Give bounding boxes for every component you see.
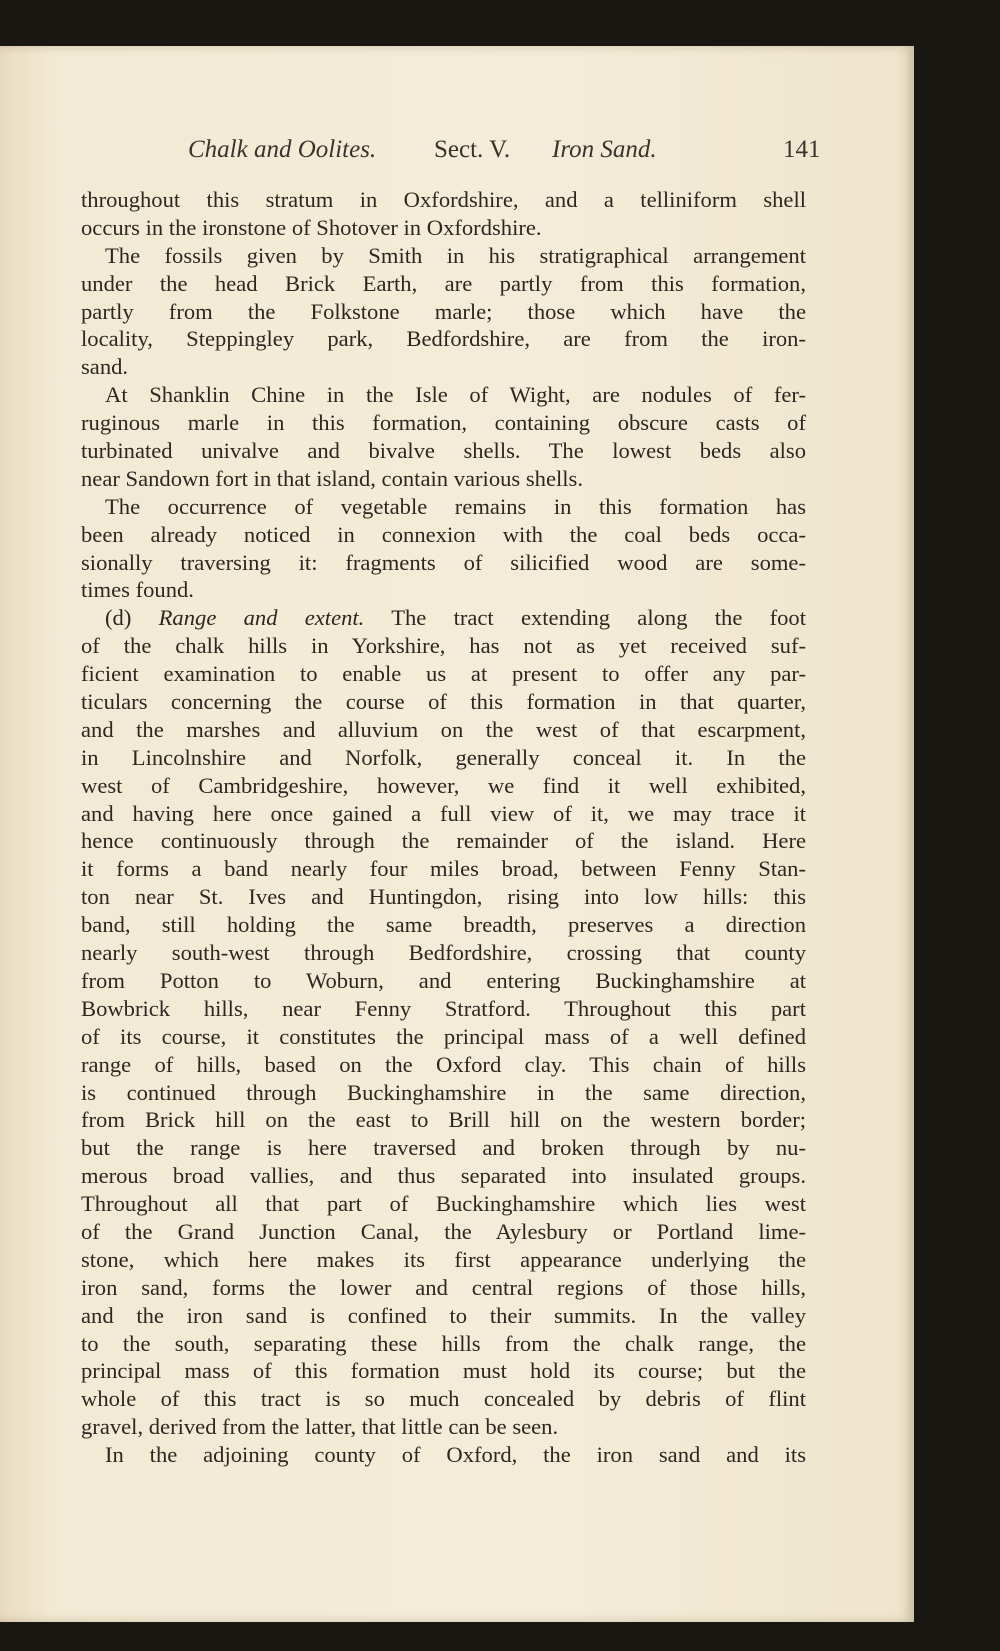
line-text: from Brick hill on the east to Brill hill on the western border; [81, 1107, 806, 1133]
text-line [81, 465, 806, 493]
text-line [81, 186, 806, 214]
text-line [81, 214, 806, 242]
text-line [81, 911, 806, 939]
line-text: The fossils given by Smith in his stratigraphical arrangement [105, 242, 806, 268]
text-line [81, 688, 806, 716]
line-text: band, still holding the same breadth, preserves a direction [81, 912, 806, 938]
line-text: times found. [81, 577, 194, 603]
text-line [81, 1051, 806, 1079]
text-line [81, 1274, 806, 1302]
line-text: of the chalk hills in Yorkshire, has not as yet received suf- [81, 633, 806, 659]
text-line [81, 1162, 806, 1190]
text-line [81, 883, 806, 911]
text-line [81, 1441, 806, 1469]
text-line [81, 576, 806, 604]
text-line [81, 1134, 806, 1162]
line-text: Bowbrick hills, near Fenny Stratford. Throughout this part [81, 995, 806, 1021]
line-text: ficient examination to enable us at present to offer any par- [81, 661, 806, 687]
line-text: nearly south-west through Bedfordshire, crossing that county [81, 940, 806, 966]
line-text: occurs in the ironstone of Shotover in Oxfordshire. [81, 214, 542, 240]
text-line [81, 353, 806, 381]
line-text: sionally traversing it: fragments of silicified wood are some- [81, 549, 806, 575]
line-text: in Lincolnshire and Norfolk, generally conceal it. In the [81, 744, 806, 770]
text-line [81, 1023, 806, 1051]
line-text: to the south, separating these hills from the chalk range, the [81, 1330, 806, 1356]
line-text: been already noticed in connexion with the coal beds occa- [81, 521, 806, 547]
text-line [81, 604, 806, 632]
line-text: ton near St. Ives and Huntingdon, rising into low hills: this [81, 884, 806, 910]
line-text: The tract extending along the foot [391, 605, 807, 631]
header-section: Sect. V. [434, 136, 511, 163]
line-text: but the range is here traversed and broken through by nu- [81, 1135, 806, 1161]
text-line [81, 1413, 806, 1441]
text-line [81, 270, 806, 298]
header-chapter: Chalk and Oolites. [188, 136, 377, 163]
line-text: Throughout all that part of Buckinghamshire which lies west [81, 1191, 806, 1217]
text-line [81, 1190, 806, 1218]
subsection-title: Range and extent. [158, 605, 365, 631]
line-text: west of Cambridgeshire, however, we find it well exhibited, [81, 772, 806, 798]
text-line [81, 1357, 806, 1385]
line-text: hence continuously through the remainder of the island. Here [81, 828, 806, 854]
line-text: whole of this tract is so much concealed by debris of flint [81, 1386, 806, 1412]
line-text: it forms a band nearly four miles broad, between Fenny Stan- [81, 856, 806, 882]
text-line [81, 325, 806, 353]
line-text: range of hills, based on the Oxford clay. This chain of hills [81, 1051, 806, 1077]
text-line [81, 716, 806, 744]
text-line [81, 995, 806, 1023]
line-text: under the head Brick Earth, are partly from this formation, [81, 270, 806, 296]
text-line [81, 632, 806, 660]
subsection-label: (d) [105, 605, 132, 631]
line-text: from Potton to Woburn, and entering Buckinghamshire at [81, 967, 806, 993]
text-line [81, 437, 806, 465]
line-text: and the iron sand is confined to their summits. In the valley [81, 1302, 806, 1328]
line-text: throughout this stratum in Oxfordshire, and a telliniform shell [81, 187, 806, 212]
line-text: The occurrence of vegetable remains in this formation has [105, 493, 806, 519]
line-text: stone, which here makes its first appearance underlying the [81, 1246, 806, 1272]
text-line [81, 493, 806, 521]
line-text: ruginous marle in this formation, containing obscure casts of [81, 410, 806, 436]
text-line [81, 298, 806, 326]
line-text: of its course, it constitutes the principal mass of a well defined [81, 1023, 806, 1049]
text-line [81, 939, 806, 967]
text-line [81, 1246, 806, 1274]
text-line [81, 521, 806, 549]
line-text: gravel, derived from the latter, that little can be seen. [81, 1414, 559, 1440]
text-line [81, 549, 806, 577]
text-line [81, 1302, 806, 1330]
line-text: sand. [81, 354, 129, 380]
text-line [81, 660, 806, 688]
text-line [81, 381, 806, 409]
text-line [81, 1330, 806, 1358]
line-text: and the marshes and alluvium on the west of that escarpment, [81, 716, 806, 742]
text-line [81, 744, 806, 772]
header-topic: Iron Sand. [552, 136, 657, 163]
line-text: merous broad vallies, and thus separated into insulated groups. [81, 1163, 806, 1189]
line-text: and having here once gained a full view of it, we may trace it [81, 800, 806, 826]
running-header [188, 136, 821, 170]
line-text: is continued through Buckinghamshire in the same direction, [81, 1079, 806, 1105]
line-text: iron sand, forms the lower and central regions of those hills, [81, 1274, 806, 1300]
text-line [81, 1079, 806, 1107]
page-number: 141 [783, 136, 821, 163]
text-line [81, 1218, 806, 1246]
text-line [81, 1385, 806, 1413]
line-text: of the Grand Junction Canal, the Aylesbury or Portland lime- [81, 1218, 806, 1244]
line-text: principal mass of this formation must hold its course; but the [81, 1358, 806, 1384]
body-text [81, 186, 806, 1469]
line-text: ticulars concerning the course of this formation in that quarter, [81, 689, 806, 715]
text-line [81, 772, 806, 800]
text-line [81, 1106, 806, 1134]
text-line [81, 800, 806, 828]
text-line [81, 967, 806, 995]
text-line [81, 409, 806, 437]
text-line [81, 855, 806, 883]
line-text: near Sandown fort in that island, contain various shells. [81, 465, 583, 491]
line-text: partly from the Folkstone marle; those which have the [81, 298, 806, 324]
line-text: locality, Steppingley park, Bedfordshire, are from the iron- [81, 326, 806, 352]
line-text: At Shanklin Chine in the Isle of Wight, are nodules of fer- [105, 382, 806, 408]
text-line [81, 827, 806, 855]
text-line [81, 242, 806, 270]
line-text: turbinated univalve and bivalve shells. The lowest beds also [81, 438, 806, 464]
line-text: In the adjoining county of Oxford, the iron sand and its [105, 1442, 806, 1468]
